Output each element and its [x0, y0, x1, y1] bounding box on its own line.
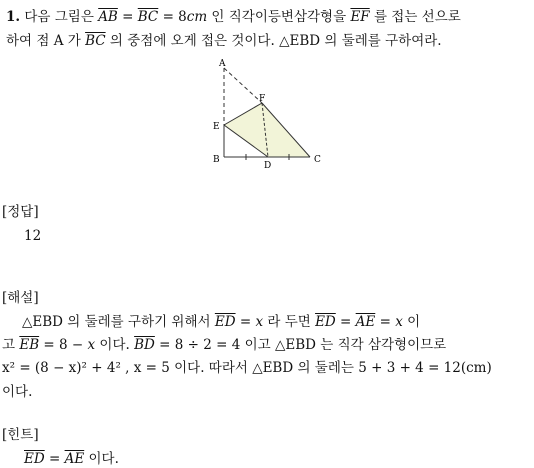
solution-text: = 8 ÷ 2 = 4 이고 △EBD 는 직각 삼각형이므로 [154, 337, 447, 353]
problem-text: 하여 점 A 가 [6, 33, 86, 49]
hint-text: 이다. [84, 451, 119, 467]
label-c: C [314, 155, 321, 165]
solution-text: = [335, 314, 356, 330]
segment-ae: $\overline{AE}$ [355, 314, 376, 330]
solution-text: 이다. [95, 337, 135, 353]
variable-x: x [395, 314, 403, 330]
unit: cm [186, 9, 208, 25]
segment-ed: $\overline{ED}$ [214, 314, 236, 330]
length-value: = 8 [158, 9, 187, 25]
label-d: D [264, 161, 272, 171]
solution-text: 고 [2, 337, 20, 353]
side-af-dashed [224, 68, 262, 103]
segment-ed: $\overline{ED}$ [315, 314, 336, 330]
segment-bc: $\overline{BC}$ [85, 33, 106, 49]
problem-number: 1. [6, 9, 21, 25]
hint-text: = [44, 451, 65, 467]
segment-eb: $\overline{EB}$ [19, 337, 40, 353]
variable-x: x [255, 314, 264, 330]
answer-value: 12 [24, 228, 42, 244]
label-a: A [219, 59, 226, 69]
solution-line-2 [2, 336, 446, 354]
solution-text: △EBD 의 둘레를 구하기 위해서 [22, 314, 215, 330]
hint-line [24, 450, 119, 468]
problem-text: 인 직각이등변삼각형을 [207, 9, 351, 25]
solution-line-1 [22, 313, 420, 331]
equals: = [117, 9, 138, 25]
solution-text: = 8 − [39, 337, 88, 353]
solution-line-3: x² = (8 − x)² + 4² , x = 5 이다. 따라서 △EBD 의 둘레는 5 + 3 + 4 = 12(cm) [2, 360, 492, 376]
segment-bd: $\overline{BD}$ [134, 337, 155, 353]
hint-header: [힌트] [2, 427, 39, 443]
segment-ef: $\overline{EF}$ [350, 9, 370, 25]
problem-text: 를 접는 선으로 [369, 9, 461, 25]
segment-bc: $\overline{BC}$ [137, 9, 159, 25]
label-e: E [213, 122, 220, 132]
solution-text: = [375, 314, 396, 330]
solution-text: 라 두면 [263, 314, 316, 330]
solution-line-4: 이다. [2, 384, 33, 400]
label-f: F [259, 94, 266, 104]
segment-ed: $\overline{ED}$ [24, 451, 45, 467]
variable-x: x [87, 337, 96, 353]
solution-text: 이 [402, 314, 421, 330]
answer-header: [정답] [2, 204, 39, 220]
label-b: B [213, 155, 220, 165]
solution-header: [해설] [2, 290, 39, 306]
segment-ae: $\overline{AE}$ [64, 451, 85, 467]
segment-ab: $\overline{AB}$ [98, 9, 118, 25]
solution-text: = [235, 314, 256, 330]
problem-text: 다음 그림은 [24, 9, 94, 25]
problem-text: 의 중점에 오게 접은 것이다. △EBD 의 둘레를 구하여라. [105, 33, 442, 49]
